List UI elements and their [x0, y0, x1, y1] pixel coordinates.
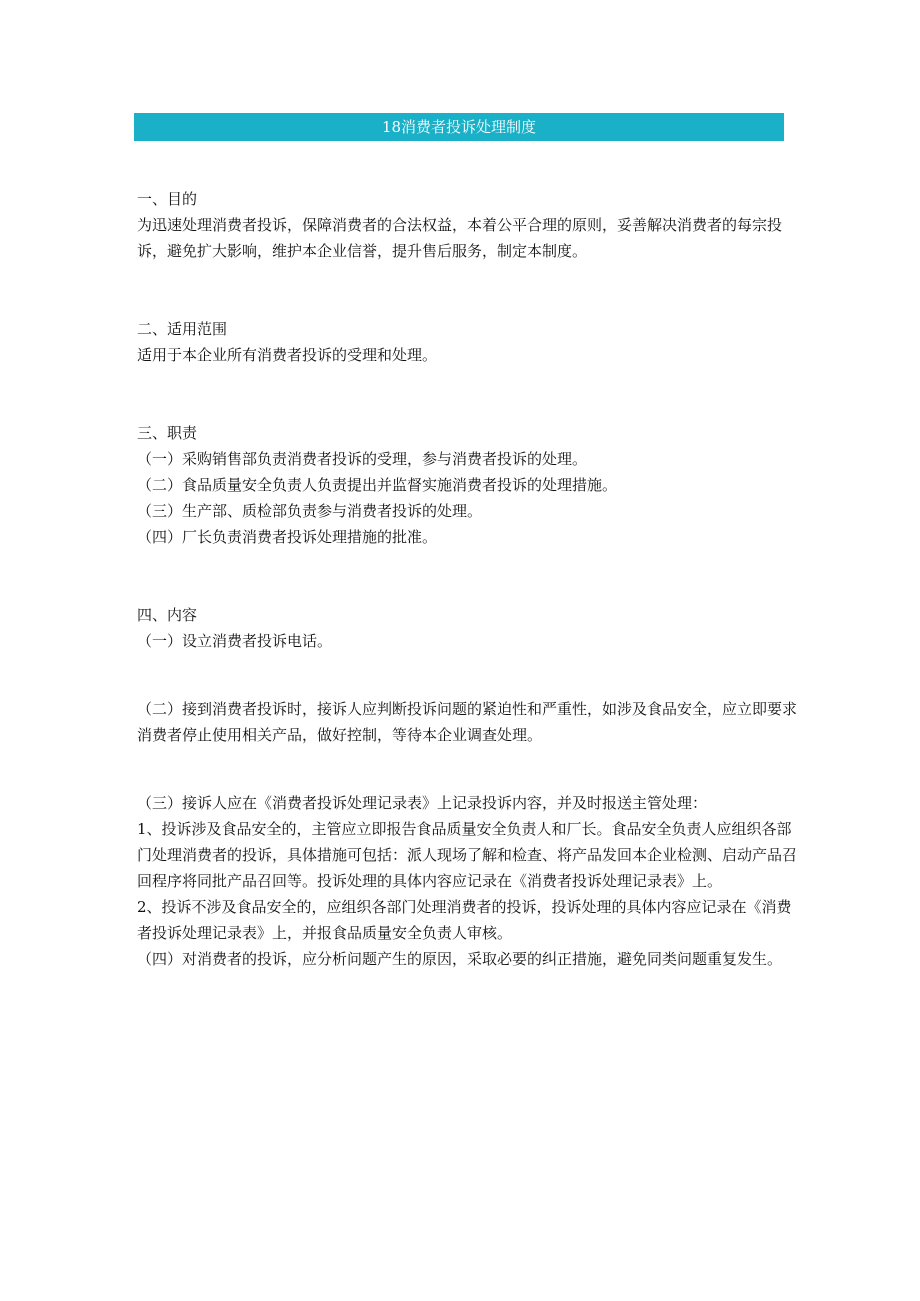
content-paragraph-2: （二）接到消费者投诉时，接诉人应判断投诉问题的紧迫性和严重性，如涉及食品安全，应立即要求消费者停止使用相关产品，做好控制，等待本企业调查处理。: [137, 700, 798, 744]
duty-item: （二）食品质量安全负责人负责提出并监督实施消费者投诉的处理措施。: [137, 476, 618, 494]
content-paragraph-3-1: 1、投诉涉及食品安全的，主管应立即报告食品质量安全负责人和厂长。食品安全负责人应组织各部门处理消费者的投诉，具体措施可包括：派人现场了解和检查、将产品发回本企业检测、启动产品召回程序将同批产品召回等。投诉处理的具体内容应记录在《消费者投诉处理记录表》上。: [137, 820, 798, 890]
content-paragraph-3-2: 2、投诉不涉及食品安全的，应组织各部门处理消费者的投诉，投诉处理的具体内容应记录在《消费者投诉处理记录表》上，并报食品质量安全负责人审核。: [137, 898, 792, 942]
duty-item: （三）生产部、质检部负责参与消费者投诉的处理。: [137, 502, 483, 520]
section-scope-body: 适用于本企业所有消费者投诉的受理和处理。: [137, 346, 438, 364]
section-scope-heading: 二、适用范围: [137, 320, 228, 338]
duty-item: （四）厂长负责消费者投诉处理措施的批准。: [137, 528, 438, 546]
duty-item: （一）采购销售部负责消费者投诉的受理，参与消费者投诉的处理。: [137, 450, 588, 468]
document-title: 18消费者投诉处理制度: [134, 113, 784, 141]
content-paragraph-1: （一）设立消费者投诉电话。: [137, 632, 333, 650]
content-paragraph-3: （三）接诉人应在《消费者投诉处理记录表》上记录投诉内容，并及时报送主管处理：: [137, 794, 708, 812]
content-paragraph-4: （四）对消费者的投诉，应分析问题产生的原因，采取必要的纠正措施，避免同类问题重复发生。: [137, 950, 783, 968]
section-purpose-heading: 一、目的: [137, 190, 198, 208]
section-content-heading: 四、内容: [137, 606, 198, 624]
section-duties-heading: 三、职责: [137, 424, 198, 442]
section-purpose-body: 为迅速处理消费者投诉，保障消费者的合法权益，本着公平合理的原则，妥善解决消费者的每宗投诉，避免扩大影响，维护本企业信誉，提升售后服务，制定本制度。: [137, 216, 783, 260]
document-body: [137, 186, 797, 972]
